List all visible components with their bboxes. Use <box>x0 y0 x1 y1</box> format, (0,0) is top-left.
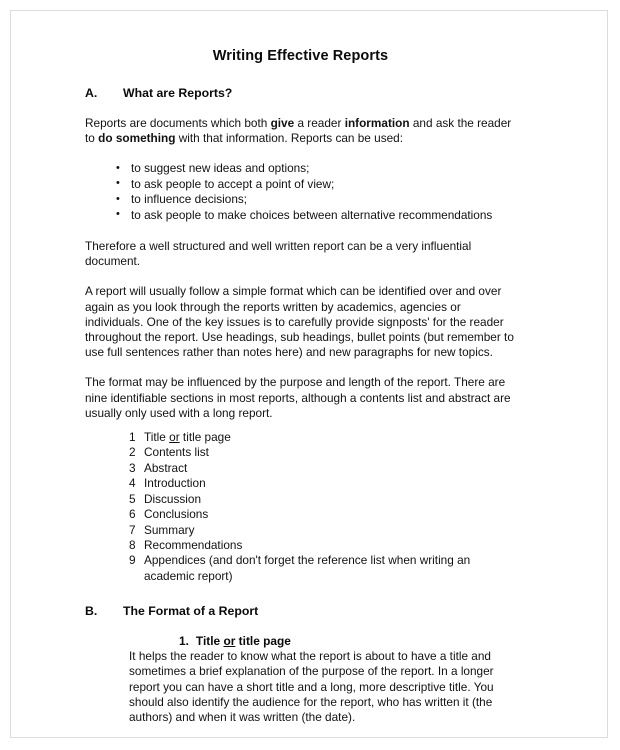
paragraph-nine-sections: The format may be influenced by the purpose and length of the report. There are nine identifiable sections in most reports, although a contents list and abstract are usually only used with a long report. <box>85 375 511 420</box>
list-item <box>85 553 516 584</box>
subsection-number: 1. <box>179 634 189 649</box>
uses-bullet-list <box>85 161 516 223</box>
intro-paragraph <box>85 116 516 146</box>
list-item-number: 4 <box>129 476 136 491</box>
section-heading-b <box>85 604 516 618</box>
intro-bold-do-something: do something <box>98 131 176 146</box>
paragraph-report-format: A report will usually follow a simple format which can be identified over and over again as you look through the reports written by academics, agencies or individuals. One of the key issues is to carefully provide signposts' for the reader throughout the report. Use headings, sub headings, bullet points (but remember to use full sentences rather than notes here) and new paragraphs for new topics. <box>85 284 514 360</box>
list-item-number: 7 <box>129 522 136 537</box>
list-item <box>85 538 516 553</box>
document-page <box>10 10 608 738</box>
intro-bold-give: give <box>270 116 295 130</box>
list-item-text: Conclusions <box>144 507 209 522</box>
list-item-text: Title <box>144 430 170 445</box>
list-item: • to influence decisions; <box>85 192 516 207</box>
intro-text-3: and ask the reader to <box>85 116 512 146</box>
list-item-text: Discussion <box>144 491 202 506</box>
intro-text-2: a reader <box>294 116 345 130</box>
intro-bold-information: information <box>344 116 410 130</box>
section-title-b: The Format of a Report <box>123 604 259 619</box>
section-letter-a: A. <box>85 86 98 100</box>
subsection-title-before: Title <box>195 634 224 649</box>
section-heading-a <box>85 86 516 100</box>
list-item-underline: or <box>169 430 180 445</box>
subsection-heading-title-page <box>85 634 516 648</box>
list-item-text: Recommendations <box>144 537 243 552</box>
list-item-text: Abstract <box>144 460 188 475</box>
report-sections-list <box>85 430 516 584</box>
list-item <box>85 445 516 460</box>
list-item <box>85 476 516 491</box>
list-item-text: Introduction <box>144 476 206 491</box>
list-item-text: Contents list <box>144 445 209 460</box>
list-item-text-after: title page <box>179 430 231 445</box>
list-item: • to ask people to accept a point of view; <box>85 177 516 192</box>
intro-text-1: Reports are documents which both <box>85 116 271 130</box>
list-item <box>85 492 516 507</box>
intro-text-4: with that information. Reports can be used: <box>175 131 404 146</box>
list-item-number: 3 <box>129 460 136 475</box>
document-content <box>85 48 516 725</box>
subsection-body-text: It helps the reader to know what the report is about to have a title and sometimes a brief explanation of the purpose of the report. In a longer report you can have a short title and a long, more descriptive title. You should also identify the audience for the report, who has written it (the authors) and when it was written (the date). <box>129 649 494 724</box>
subsection-title-after: title page <box>235 634 291 649</box>
page-title: Writing Effective Reports <box>212 48 389 64</box>
list-item-number: 2 <box>129 445 136 460</box>
subsection-title-underline: or <box>223 634 236 649</box>
list-item-number: 5 <box>129 491 136 506</box>
list-item-text: Appendices (and don't forget the reference list when writing an academic report) <box>144 553 471 583</box>
list-item <box>85 461 516 476</box>
list-item-number: 8 <box>129 537 136 552</box>
list-item-number: 6 <box>129 507 136 522</box>
list-item <box>85 430 516 445</box>
list-item: • to suggest new ideas and options; <box>85 161 516 176</box>
list-item <box>85 507 516 522</box>
list-item-number: 1 <box>129 430 136 445</box>
section-letter-b: B. <box>85 604 98 619</box>
list-item <box>85 523 516 538</box>
list-item-number: 9 <box>129 553 136 568</box>
subsection-body-wrapper <box>85 649 516 725</box>
paragraph-influential: Therefore a well structured and well written report can be a very influential document. <box>85 239 472 269</box>
list-item-text: Summary <box>144 522 195 537</box>
list-item: • to ask people to make choices between alternative recommendations <box>85 208 516 223</box>
section-title-a: What are Reports? <box>123 86 233 100</box>
